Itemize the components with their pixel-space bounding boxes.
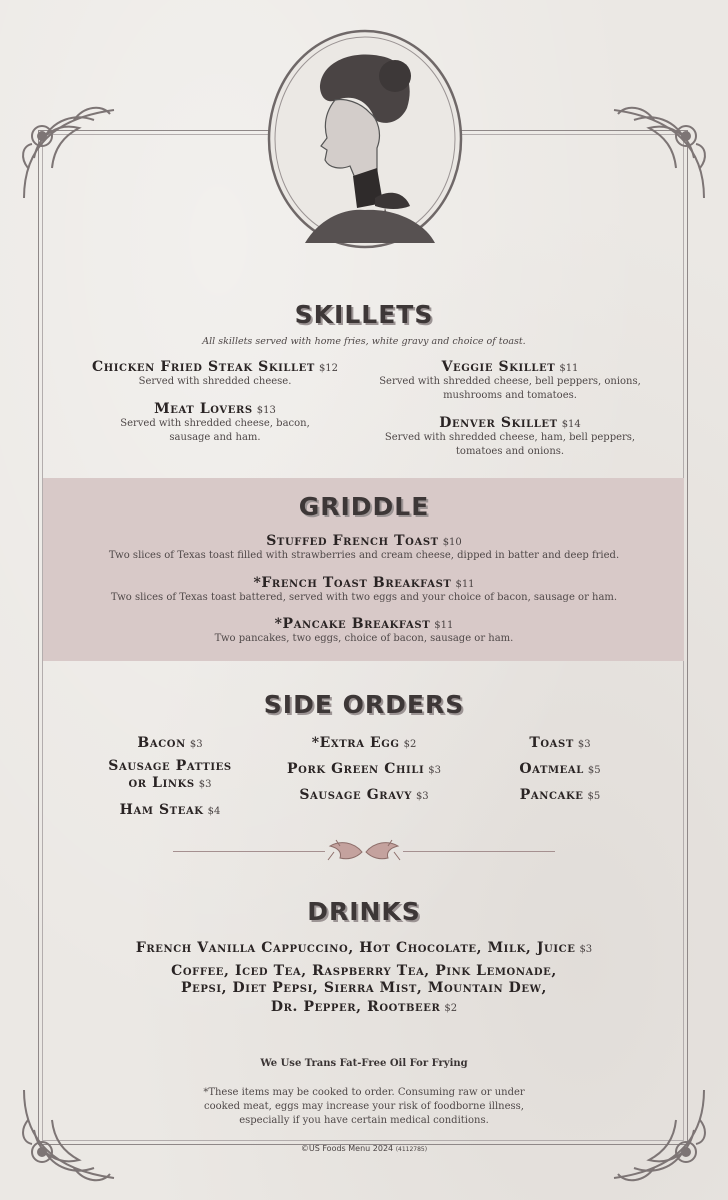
warning-line: cooked meat, eggs may increase your risk of foodborne illness,: [204, 1101, 524, 1112]
item-price: $11: [434, 620, 454, 631]
item-name: Pork Green Chili: [287, 761, 425, 777]
side-orders-heading: SIDE ORDERS: [263, 690, 465, 719]
item-price: $5: [587, 765, 601, 776]
item-name: Bacon: [137, 735, 186, 751]
skillets-subtitle: All skillets served with home fries, white gravy and choice of toast.: [202, 336, 526, 347]
item-desc: Two slices of Texas toast filled with strawberries and cream cheese, dipped in batter and deep fried.: [108, 550, 620, 561]
menu-item: [370, 412, 650, 459]
oil-notice: We Use Trans Fat-Free Oil For Frying: [260, 1058, 468, 1069]
side-item: [470, 784, 650, 803]
drinks-list: Dr. Pepper, Rootbeer: [270, 999, 441, 1015]
item-desc: Served with shredded cheese, bacon, sausage and ham.: [120, 418, 310, 443]
item-name: Stuffed French Toast: [266, 533, 439, 549]
menu-item: [370, 356, 650, 403]
item-price: $3: [415, 791, 429, 802]
menu-code: (4112785): [395, 1146, 428, 1153]
drinks-price: $3: [579, 944, 593, 955]
item-desc: Two slices of Texas toast battered, served with two eggs and your choice of bacon, sausage or ham.: [110, 592, 618, 603]
side-item: [80, 732, 260, 751]
copyright: [0, 1144, 728, 1153]
side-item: [80, 799, 260, 818]
item-name: Denver Skillet: [439, 415, 558, 431]
item-name: Sausage Gravy: [299, 787, 412, 803]
item-price: $11: [455, 579, 475, 590]
item-name: Ham Steak: [119, 802, 204, 818]
item-name-line2: or Links: [128, 775, 195, 791]
side-item: [264, 758, 464, 777]
drinks-list: French Vanilla Cappuccino, Hot Chocolate, Milk, Juice: [135, 940, 576, 956]
item-name: *French Toast Breakfast: [253, 575, 452, 591]
item-name: *Extra Egg: [311, 735, 400, 751]
item-price: $4: [207, 806, 221, 817]
item-price: $2: [403, 739, 417, 750]
side-item: [80, 758, 260, 793]
menu-item: [0, 613, 728, 646]
griddle-heading: GRIDDLE: [298, 492, 430, 521]
item-price: $13: [256, 405, 276, 416]
drinks-list: Coffee, Iced Tea, Raspberry Tea, Pink Lemonade,: [171, 963, 557, 979]
menu-item: [65, 398, 365, 445]
divider-line-right: [403, 851, 555, 852]
skillets-heading: SKILLETS: [294, 300, 434, 329]
drinks-list: Pepsi, Diet Pepsi, Sierra Mist, Mountain Dew,: [181, 980, 547, 996]
item-name: Oatmeal: [519, 761, 584, 777]
item-desc: Two pancakes, two eggs, choice of bacon, sausage or ham.: [214, 633, 514, 644]
item-name: Chicken Fried Steak Skillet: [91, 359, 315, 375]
corner-flourish-icon: [14, 98, 124, 208]
leaf-divider-icon: [326, 838, 402, 866]
side-item: [470, 732, 650, 751]
item-price: $12: [318, 363, 339, 374]
side-item: [264, 732, 464, 751]
item-price: $5: [587, 791, 601, 802]
item-desc: Served with shredded cheese.: [138, 376, 292, 387]
item-price: $10: [442, 537, 462, 548]
warning-line: especially if you have certain medical conditions.: [239, 1115, 489, 1126]
item-price: $3: [428, 765, 441, 776]
drinks-line: [0, 963, 728, 1017]
item-name: Pancake: [519, 787, 584, 803]
item-name: Veggie Skillet: [441, 359, 556, 375]
menu-item: [65, 356, 365, 389]
item-desc: Served with shredded cheese, ham, bell peppers, tomatoes and onions.: [384, 432, 636, 457]
item-price: $3: [577, 739, 591, 750]
menu-item: [0, 572, 728, 605]
side-item: [264, 784, 464, 803]
divider-line-left: [173, 851, 325, 852]
warning-line: *These items may be cooked to order. Consuming raw or under: [203, 1087, 525, 1098]
item-name: Meat Lovers: [154, 401, 253, 417]
item-name: Toast: [529, 735, 574, 751]
cameo-portrait-icon: [265, 28, 465, 250]
item-price: $3: [198, 779, 212, 790]
item-desc: Served with shredded cheese, bell peppers, onions, mushrooms and tomatoes.: [379, 376, 641, 401]
drinks-line: [0, 937, 728, 956]
drinks-heading: DRINKS: [307, 897, 421, 926]
item-price: $11: [559, 363, 579, 374]
item-name: Sausage Patties: [108, 758, 232, 774]
consumer-warning: [0, 1086, 728, 1128]
corner-flourish-icon: [604, 98, 714, 208]
side-item: [470, 758, 650, 777]
copyright-text: ©US Foods Menu 2024: [300, 1144, 394, 1153]
menu-item: [0, 530, 728, 563]
item-price: $14: [561, 419, 581, 430]
drinks-price: $2: [444, 1003, 458, 1014]
item-price: $3: [189, 739, 203, 750]
item-name: *Pancake Breakfast: [274, 616, 431, 632]
